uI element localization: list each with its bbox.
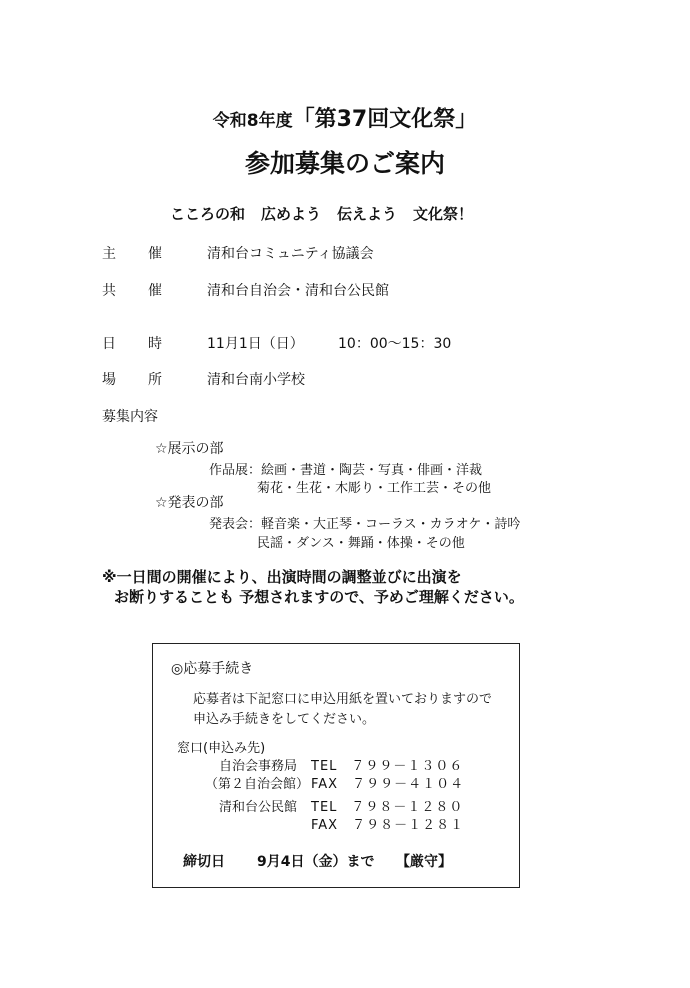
page-subtitle: 参加募集のご案内: [244, 149, 445, 178]
co-organizer-value: 清和台自治会・清和台公民館: [207, 283, 389, 299]
slogan-part: 文化祭！: [413, 205, 474, 223]
office-tel: TEL ７９８－１２８０: [311, 800, 464, 815]
place-label-char: 所: [148, 372, 162, 388]
office-fax: FAX ７９９－４１０４: [311, 777, 465, 792]
application-text: 応募者は下記窓口に申込用紙を置いておりますので: [193, 692, 493, 707]
place-value: 清和台南小学校: [207, 372, 305, 388]
date-label: [102, 333, 162, 353]
organizer-label: [102, 243, 162, 263]
slogan-part: こころの和: [170, 205, 246, 223]
co-label-char: 催: [148, 283, 162, 299]
notice-line: お断りすることも 予想されますので、予めご理解ください。: [114, 588, 524, 606]
place-label: [102, 369, 162, 389]
window-label: 窓口(申込み先): [177, 741, 266, 756]
date-value: 11月1日（日）: [207, 336, 304, 352]
place-label-char: 場: [102, 372, 116, 388]
office-fax: FAX ７９８－１２８１: [311, 818, 465, 833]
co-label-char: 共: [102, 283, 116, 299]
perform-heading: ☆発表の部: [155, 495, 224, 511]
exhibit-line: 作品展：絵画・書道・陶芸・写真・俳画・洋裁: [209, 463, 483, 478]
notice-line: ※一日間の開催により、出演時間の調整並びに出演を: [102, 568, 462, 586]
perform-line: 発表会：軽音楽・大正琴・コーラス・カラオケ・詩吟: [209, 517, 521, 532]
organizer-label-char: 催: [148, 246, 162, 262]
date-label-char: 日: [102, 336, 116, 352]
deadline-note: 【厳守】: [396, 854, 452, 870]
slogan-part: 広めよう: [261, 205, 322, 223]
office-tel: TEL ７９９－１３０６: [311, 759, 464, 774]
title-year: 令和8年度: [212, 111, 293, 131]
organizer-label-char: 主: [102, 246, 116, 262]
date-label-char: 時: [148, 336, 162, 352]
slogan: [170, 203, 489, 224]
page-title: [0, 102, 690, 133]
deadline-label: 締切日: [183, 854, 225, 870]
slogan-part: 伝えよう: [337, 205, 398, 223]
office-name: 清和台公民館: [219, 800, 298, 815]
title-event: 「第37回文化祭」: [292, 107, 478, 132]
application-text: 申込み手続きをしてください。: [193, 712, 376, 727]
recruitment-heading: 募集内容: [102, 409, 158, 425]
office-sub: （第２自治会館）: [205, 777, 310, 792]
organizer-value: 清和台コミュニティ協議会: [207, 246, 374, 262]
time-value: 10：00〜15：30: [338, 336, 452, 352]
exhibit-heading: ☆展示の部: [155, 441, 224, 457]
application-heading: ◎応募手続き: [171, 661, 254, 677]
office-name: 自治会事務局: [219, 759, 298, 774]
co-organizer-label: [102, 280, 162, 300]
exhibit-line: 菊花・生花・木彫り・工作工芸・その他: [257, 481, 492, 496]
deadline-date: 9月4日（金）まで: [257, 854, 375, 870]
perform-line: 民謡・ダンス・舞踊・体操・その他: [257, 536, 465, 551]
application-box: [152, 643, 520, 888]
